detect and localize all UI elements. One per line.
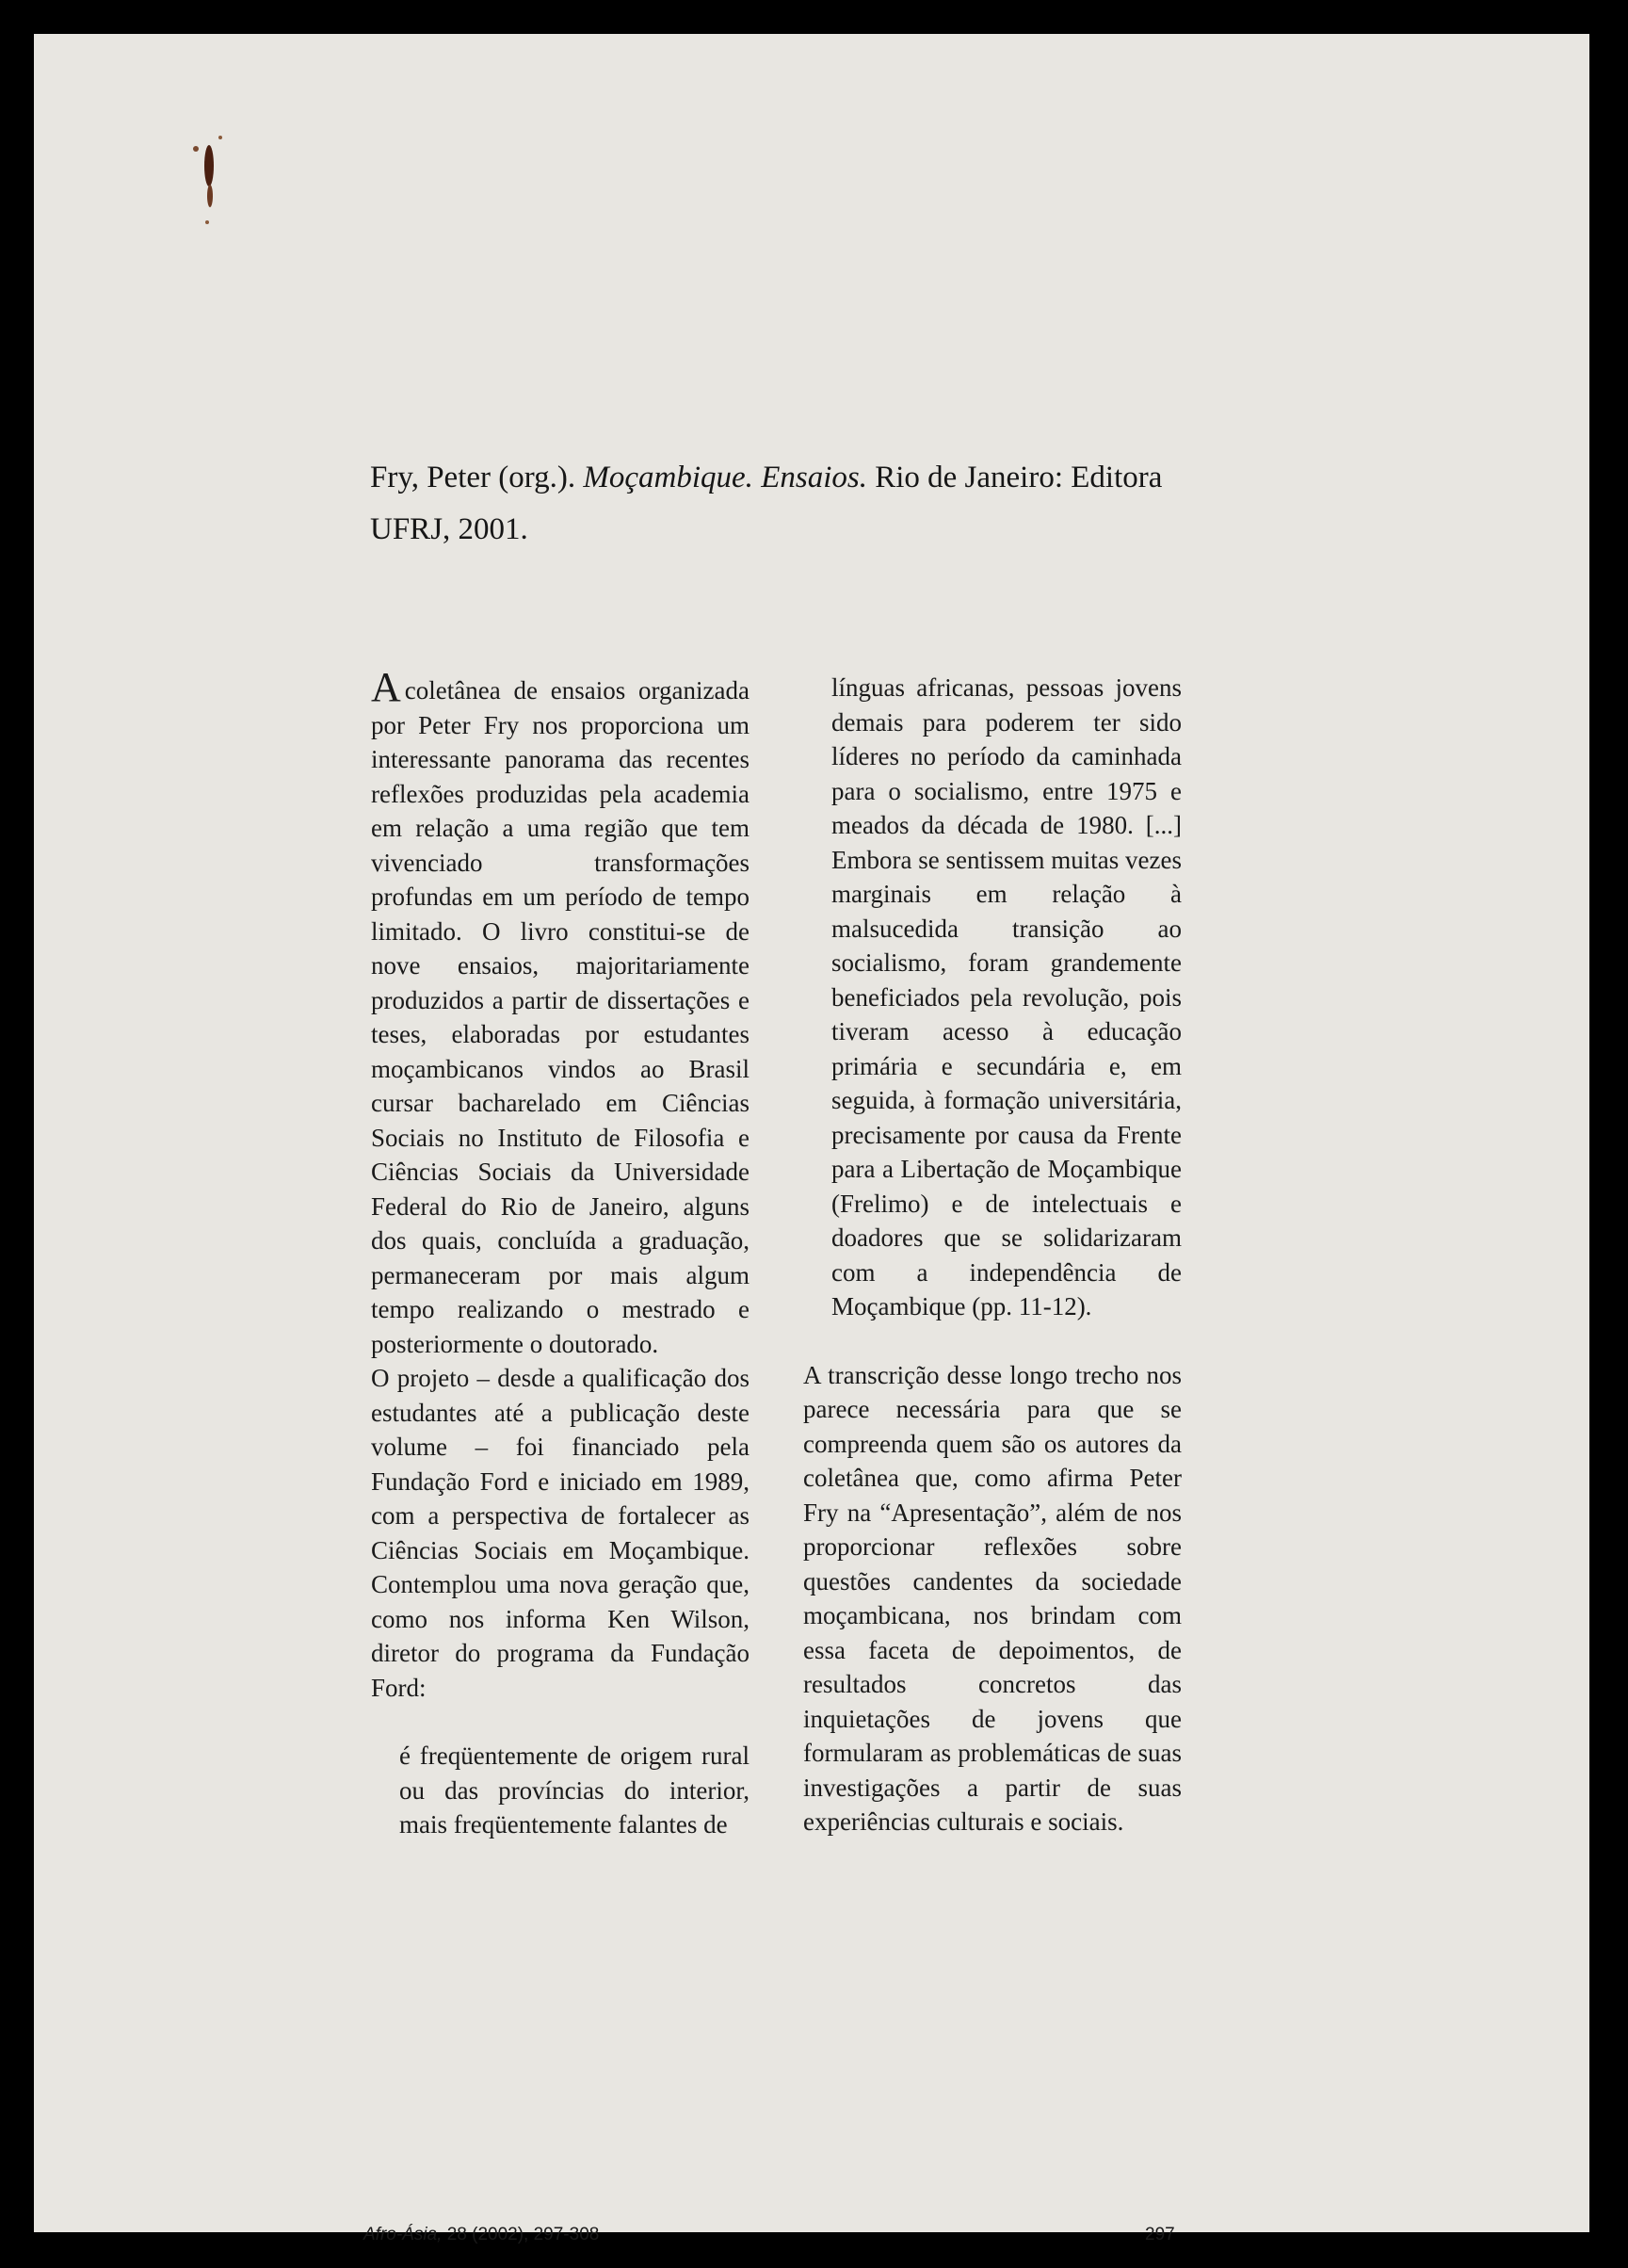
page-number: 297 (1145, 2225, 1175, 2244)
left-column (371, 664, 750, 1842)
paragraph-2: O projeto – desde a qualificação dos estudantes até a publicação deste volume – foi financiado pela Fundação Ford e iniciado em 1989, com a perspectiva de fortalecer as Ciências Sociais em Moçambique. Contemplou uma nova geração que, como nos informa Ken Wilson, diretor do programa da Fundação Ford: (371, 1364, 750, 1702)
reference-publisher: Rio de Janeiro: Editora UFRJ, 2001. (370, 461, 1163, 546)
paragraph-3: A transcrição desse longo trecho nos parece necessária para que se compreenda quem são os autores da coletânea que, como afirma Peter Fry na “Apresentação”, além de nos proporcionar reflexões sobre questões candentes da sociedade moçambicana, nos brindam com essa faceta de depoimentos, de resultados concretos das inquietações de jovens que formularam as problemáticas de suas investigações a partir de suas experiências culturais e sociais. (803, 1360, 1182, 1836)
drop-cap: A (371, 664, 401, 710)
reference-title-part2: Ensaios. (761, 461, 867, 494)
journal-name: Afro-Ásia, (363, 2225, 443, 2244)
paragraph-1-text: coletânea de ensaios organizada por Peter Fry nos proporciona um interessante panorama das recentes reflexões produzidas pela academia em relação a uma região que tem vivenciado transformações profundas em um período de tempo limitado. O livro constitui-se de nove ensaios, majoritariamente produzidos a partir de dissertações e teses, elaboradas por estudantes moçambicanos vindos ao Brasil cursar bacharelado em Ciências Sociais no Instituto de Filosofia e Ciências Sociais da Universidade Federal do Rio de Janeiro, alguns dos quais, concluída a graduação, permaneceram por mais algum tempo realizando o mestrado e posteriormente o doutorado. (371, 676, 750, 1358)
reference-author: Fry, Peter (org.). (370, 461, 576, 494)
paragraph-1 (371, 664, 750, 1361)
footer-citation (363, 2225, 599, 2245)
journal-issue: 28 (2002), 297-308 (446, 2225, 600, 2244)
reference-title-part1: Moçambique. (583, 461, 753, 494)
block-quote-start: é freqüentemente de origem rural ou das províncias do interior, mais freqüentemente falantes de (399, 1742, 750, 1839)
right-column (803, 671, 1182, 1839)
bibliographic-reference (370, 452, 1246, 556)
block-quote-end: línguas africanas, pessoas jovens demais para poderem ter sido líderes no período da caminhada para o socialismo, entre 1975 e meados da década de 1980. [...] Embora se sentissem muitas vezes marginais em relação à malsucedida transição ao socialismo, foram grandemente beneficiados pela revolução, pois tiveram acesso à educação primária e secundária e, em seguida, à formação universitária, precisamente por causa da Frente para a Libertação de Moçambique (Frelimo) e de intelectuais e doadores que se solidarizaram com a independência de Moçambique (pp. 11-12). (831, 673, 1182, 1320)
rust-stain (166, 109, 232, 279)
